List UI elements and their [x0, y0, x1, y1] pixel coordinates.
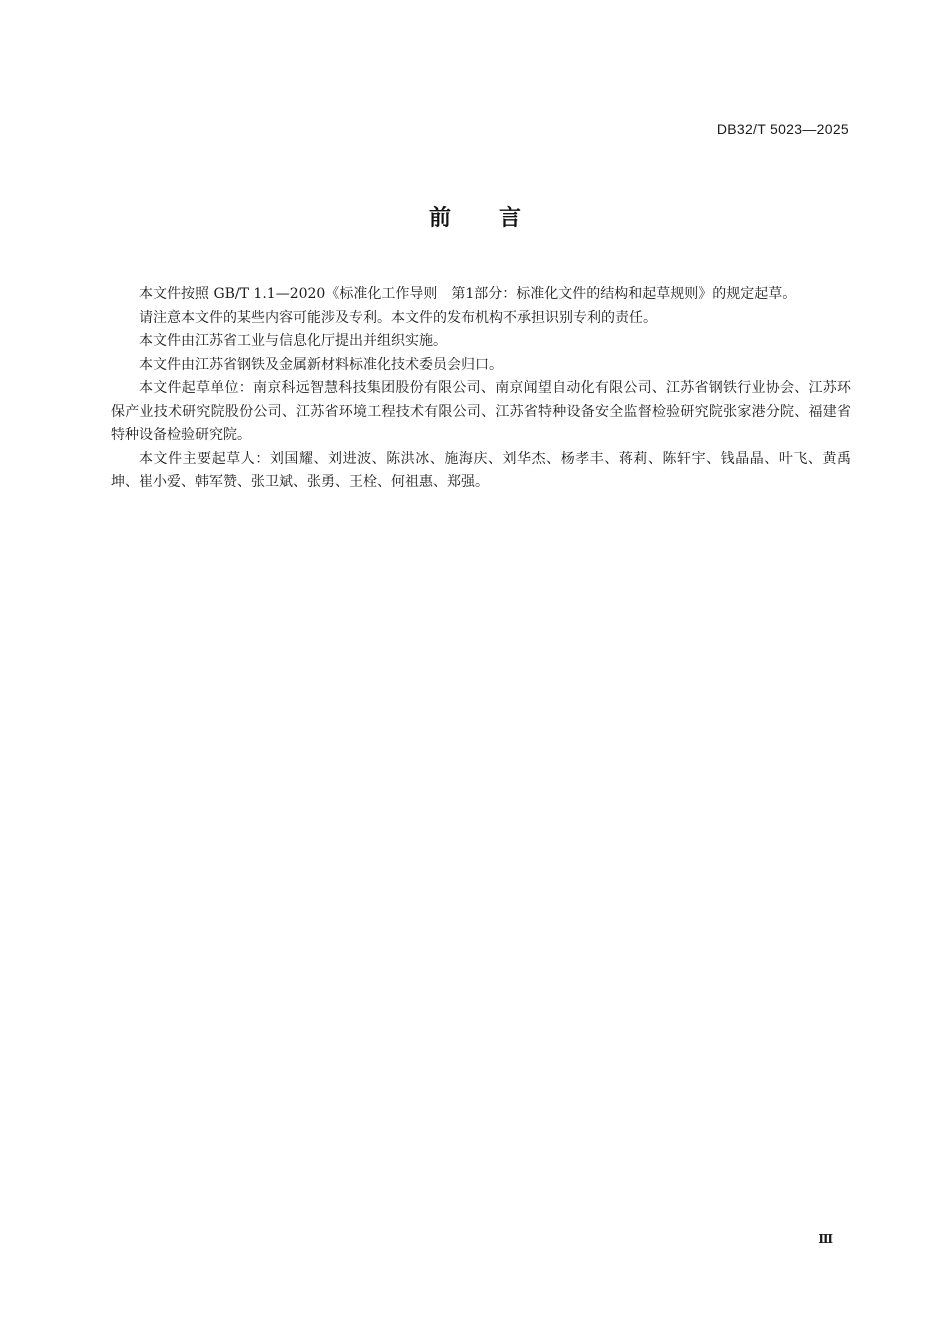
paragraph-patent-notice: 请注意本文件的某些内容可能涉及专利。本文件的发布机构不承担识别专利的责任。 [139, 309, 657, 326]
paragraph-technical-committee: 本文件由江苏省钢铁及金属新材料标准化技术委员会归口。 [139, 356, 503, 373]
document-body [111, 283, 851, 495]
paragraph-drafting-units: 本文件起草单位：南京科远智慧科技集团股份有限公司、南京闻望自动化有限公司、江苏省钢铁行业协会、江苏环保产业技术研究院股份公司、江苏省环境工程技术有限公司、江苏省特种设备安全监督检验研究院张家港分院、福建省特种设备检验研究院。 [111, 380, 851, 443]
page-title: 前言 [428, 206, 569, 231]
paragraph-proposer: 本文件由江苏省工业与信息化厅提出并组织实施。 [139, 333, 447, 349]
paragraph-main-drafters: 本文件主要起草人：刘国耀、刘进波、陈洪冰、施海庆、刘华杰、杨孝丰、蒋莉、陈轩宇、钱晶晶、叶飞、黄禹坤、崔小爱、韩军赞、张卫斌、张勇、王栓、何祖惠、郑强。 [111, 450, 851, 490]
document-code: DB32/T 5023—2025 [716, 121, 849, 137]
paragraph-drafting-basis: 本文件按照 GB/T 1.1—2020《标准化工作导则 第1部分：标准化文件的结构和起草规则》的规定起草。 [139, 286, 797, 302]
page-number: Ⅲ [818, 1232, 833, 1246]
